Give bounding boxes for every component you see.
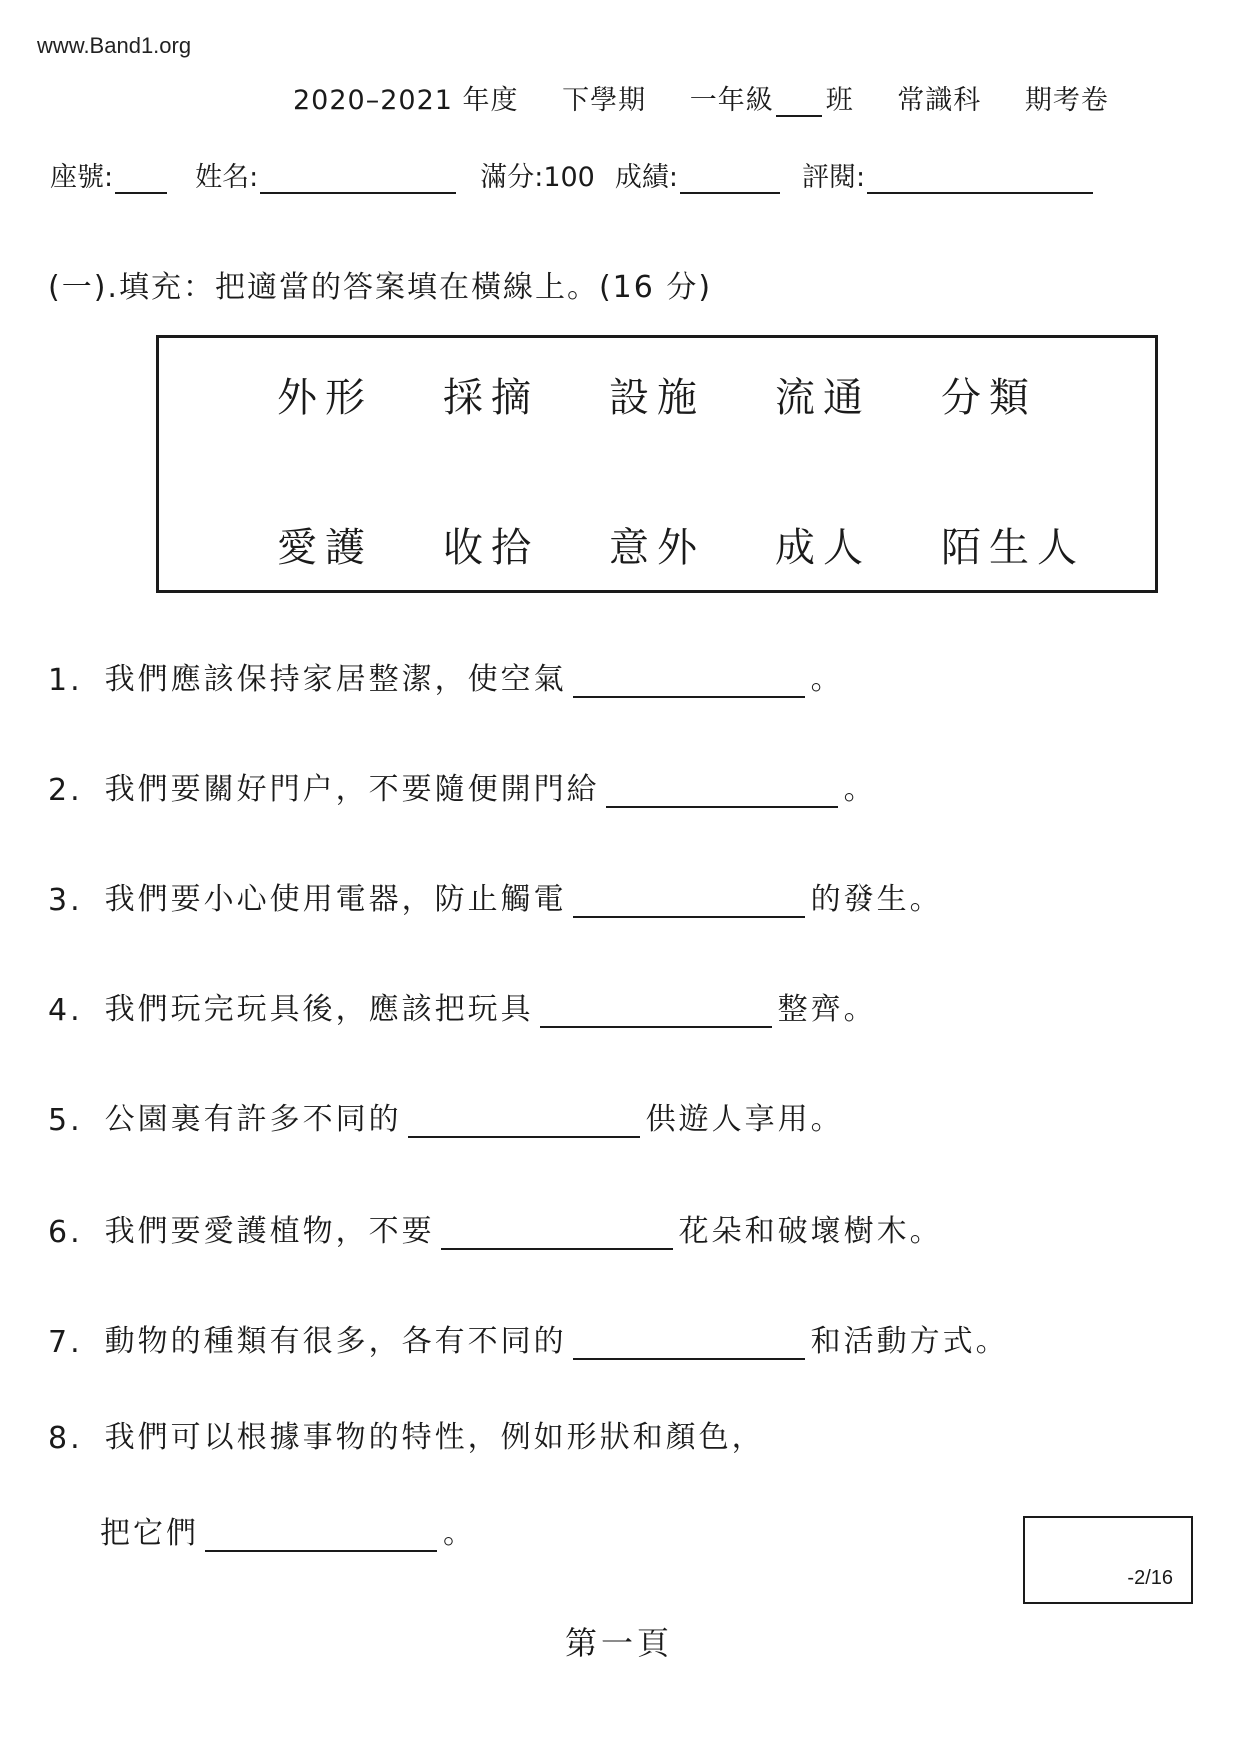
section-title: (一).填充：把適當的答案填在橫線上。(16 分) <box>48 270 713 305</box>
question-8-continued <box>100 1508 476 1552</box>
word-bank-item: 外形 <box>277 375 373 421</box>
full-marks-label: 滿分:100 <box>480 162 595 193</box>
word-bank-item: 意外 <box>609 525 705 571</box>
question-number: 1. <box>48 663 83 698</box>
header-subject: 常識科 <box>897 85 982 116</box>
question-text-after: 和活動方式。 <box>810 1324 1009 1359</box>
question-2 <box>48 764 877 808</box>
question-text: 公園裏有許多不同的 <box>104 1102 402 1137</box>
answer-blank[interactable] <box>540 996 772 1028</box>
answer-blank[interactable] <box>573 886 805 918</box>
section-score-box <box>1023 1516 1193 1604</box>
question-text-after: 的發生。 <box>810 882 943 917</box>
question-text-after: 。 <box>810 662 844 697</box>
question-text-after: 。 <box>443 1516 476 1551</box>
score-blank <box>680 166 780 194</box>
question-3 <box>48 874 943 918</box>
answer-blank[interactable] <box>205 1520 437 1552</box>
header-exam: 期考卷 <box>1024 85 1109 116</box>
answer-blank[interactable] <box>573 666 805 698</box>
student-info-line <box>50 155 1095 194</box>
page-number: 第一頁 <box>565 1624 674 1662</box>
question-number: 4. <box>48 993 83 1028</box>
question-number: 5. <box>48 1103 83 1138</box>
marker-blank <box>867 166 1093 194</box>
question-7 <box>48 1316 1009 1360</box>
header-term: 下學期 <box>562 85 647 116</box>
question-4 <box>48 984 877 1028</box>
question-text-after: 花朵和破壞樹木。 <box>678 1214 943 1249</box>
class-blank <box>776 93 822 117</box>
question-text: 我們應該保持家居整潔，使空氣 <box>104 662 567 697</box>
word-bank-item: 流通 <box>775 375 871 421</box>
question-text: 我們要愛護植物，不要 <box>104 1214 435 1249</box>
answer-blank[interactable] <box>441 1218 673 1250</box>
question-text: 我們玩完玩具後，應該把玩具 <box>104 992 534 1027</box>
question-1 <box>48 654 844 698</box>
word-bank-item: 設施 <box>609 375 705 421</box>
seat-blank <box>115 166 167 194</box>
watermark-url: www.Band1.org <box>37 33 192 58</box>
question-text-after: 。 <box>843 772 877 807</box>
word-bank-item: 分類 <box>941 375 1037 421</box>
word-bank-item: 愛護 <box>277 525 373 571</box>
marker-label: 評閱: <box>801 162 866 193</box>
word-bank-item: 陌生人 <box>941 525 1085 571</box>
exam-header <box>293 78 1143 117</box>
header-class-suffix: 班 <box>825 85 854 116</box>
question-text-after: 整齊。 <box>777 992 877 1027</box>
seat-label: 座號: <box>50 162 114 193</box>
question-number: 8. <box>48 1421 83 1456</box>
question-text: 我們要關好門户，不要隨便開門給 <box>104 772 600 807</box>
answer-blank[interactable] <box>606 776 838 808</box>
question-number: 2. <box>48 773 83 808</box>
question-number: 6. <box>48 1215 83 1250</box>
word-bank-item: 採摘 <box>443 375 539 421</box>
question-text: 動物的種類有很多，各有不同的 <box>104 1324 567 1359</box>
question-number: 3. <box>48 883 83 918</box>
question-text: 我們要小心使用電器，防止觸電 <box>104 882 567 917</box>
question-number: 7. <box>48 1325 83 1360</box>
section-score-label: -2/16 <box>1127 1567 1173 1589</box>
question-text: 把它們 <box>100 1516 199 1551</box>
header-year: 2020–2021 年度 <box>293 85 519 116</box>
name-blank <box>260 166 456 194</box>
question-6 <box>48 1206 943 1250</box>
answer-blank[interactable] <box>408 1106 640 1138</box>
question-text: 我們可以根據事物的特性，例如形狀和顏色， <box>104 1420 765 1455</box>
question-8 <box>48 1412 765 1456</box>
score-label: 成績: <box>614 162 678 193</box>
question-5 <box>48 1094 844 1138</box>
header-grade: 一年級 <box>689 85 774 116</box>
word-bank-box <box>156 335 1158 593</box>
answer-blank[interactable] <box>573 1328 805 1360</box>
word-bank-item: 成人 <box>775 525 871 571</box>
name-label: 姓名: <box>195 162 259 193</box>
question-text-after: 供遊人享用。 <box>645 1102 844 1137</box>
word-bank-item: 收拾 <box>443 525 539 571</box>
